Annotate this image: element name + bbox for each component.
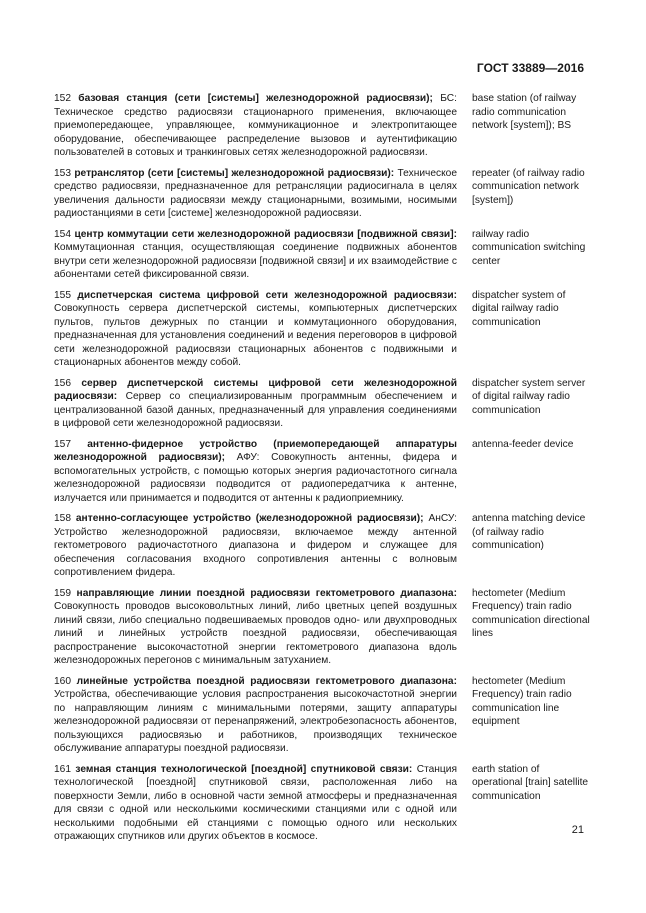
term-entry xyxy=(54,587,590,668)
term-title: диспетчерская система цифровой сети железнодорожной радиосвязи: xyxy=(77,289,457,301)
term-definition xyxy=(54,438,457,506)
term-title: сервер диспетчерской системы цифровой сети железнодорожной радиосвязи: xyxy=(54,377,457,402)
term-definition xyxy=(54,228,457,282)
term-entry xyxy=(54,675,590,756)
page-number: 21 xyxy=(571,824,584,836)
term-text: Техническое средство радиосвязи, предназначенное для ретрансляции радиосигнала в целях увеличения дальности радиосвязи между стационарными, возимыми, носимыми радиостанциями в сети [системе] железнодорожной радиосвязи. xyxy=(54,167,457,219)
term-title: ретранслятор (сети [системы] железнодорожной радиосвязи): xyxy=(74,167,395,179)
term-number: 158 xyxy=(54,513,71,524)
term-entries xyxy=(54,92,590,851)
term-entry xyxy=(54,228,590,282)
term-entry xyxy=(54,92,590,160)
english-equivalent: antenna matching device (of railway radio communication) xyxy=(472,513,586,551)
english-equivalent: base station (of railway radio communication network [system]); BS xyxy=(472,93,577,131)
term-number: 160 xyxy=(54,675,71,687)
term-number: 161 xyxy=(54,763,71,775)
term-definition xyxy=(54,377,457,431)
term-title: базовая станция (сети [системы] железнодорожной радиосвязи); xyxy=(78,93,433,104)
term-text: АФУ: Совокупность антенны, фидера и вспомогательных устройств, с помощью которых энергия радиочастотного сигнала железнодорожной радиосвязи подводится от радиопередатчика к антенне, излучается или принимается и подводится от антенны к радиоприемнику. xyxy=(54,452,457,504)
term-definition xyxy=(54,675,457,756)
term-title: антенно-фидерное устройство (приемопередающей аппаратуры железнодорожной радиосвязи); xyxy=(54,438,457,463)
english-equivalent: railway radio communication switching center xyxy=(472,228,586,267)
term-definition xyxy=(54,92,457,160)
term-text: Сервер со специализированным программным обеспечением и централизованной базой данных, предназначенный для управления соединениями в цифровой сети железнодорожной радиосвязи. xyxy=(54,391,457,429)
term-text: Совокупность сервера диспетчерской системы, компьютерных диспетчерских пультов, пультов дежурных по станции и коммутационного оборудования, предназначенная для установления соединений и ведения переговоров в цифровой сети железнодорожной радиосвязи стационарных абонентов с подвижными и стационарных абонентов между собой. xyxy=(54,303,457,368)
term-text: Совокупность проводов высоковольтных линий, либо цветных цепей воздушных линий связи, либо специально подвешиваемых проводов одно- или двухпроводных линий и линейных устройств поездной радиосвязи, обеспечивающая распространение высокочастотной энергии гектометрового диапазона вдоль железнодорожных перегонов с минимальным затуханием. xyxy=(54,601,457,666)
term-definition xyxy=(54,289,457,370)
term-number: 157 xyxy=(54,438,71,450)
term-definition xyxy=(54,512,457,580)
english-equivalent: dispatcher system of digital railway radio communication xyxy=(472,289,566,328)
term-number: 154 xyxy=(54,228,71,240)
english-equivalent: antenna-feeder device xyxy=(472,438,574,450)
term-number: 156 xyxy=(54,377,71,389)
standard-number: ГОСТ 33889—2016 xyxy=(476,61,584,75)
english-equivalent: hectometer (Medium Frequency) train radio communication line equipment xyxy=(472,675,572,727)
term-definition xyxy=(54,587,457,668)
term-definition xyxy=(54,763,457,844)
term-entry xyxy=(54,167,590,221)
english-equivalent: hectometer (Medium Frequency) train radio communication directional lines xyxy=(472,587,590,639)
term-definition xyxy=(54,167,457,221)
term-text: АнСУ: Устройство железнодорожной радиосвязи, включаемое между антенной гектометрового радиочастотного диапазона и фидером и служащее для обеспечения согласования входного сопротивления антенны с волновым сопротивлением фидера. xyxy=(54,513,457,578)
term-number: 152 xyxy=(54,93,71,104)
term-entry xyxy=(54,438,590,506)
term-entry xyxy=(54,289,590,370)
term-text: Станция технологической [поездной] спутниковой связи, расположенная либо на поверхности Земли, либо в основной части земной атмосферы и предназначенная для связи с одной или несколькими космическими станциями или с одной или несколькими подобными ей станциями с помощью одного или нескольких отражающих спутников или других объектов в космосе. xyxy=(54,763,457,842)
term-text: Коммутационная станция, осуществляющая соединение подвижных абонентов внутри сети железнодорожной радиосвязи [подвижной связи] и их взаимодействие с абонентами сетей фиксированной связи. xyxy=(54,242,457,280)
term-title: линейные устройства поездной радиосвязи гектометрового диапазона: xyxy=(76,675,457,687)
term-title: антенно-согласующее устройство (железнодорожной радиосвязи); xyxy=(75,513,424,524)
term-entry xyxy=(54,763,590,844)
term-number: 153 xyxy=(54,167,71,179)
term-entry xyxy=(54,377,590,431)
english-equivalent: repeater (of railway radio communication network [system]) xyxy=(472,167,585,206)
english-equivalent: dispatcher system server of digital railway radio communication xyxy=(472,377,586,416)
term-title: направляющие линии поездной радиосвязи гектометрового диапазона: xyxy=(76,587,457,599)
term-entry xyxy=(54,512,590,580)
term-title: центр коммутации сети железнодорожной радиосвязи [подвижной связи]: xyxy=(74,228,457,240)
term-text: БС: Техническое средство радиосвязи стационарного применения, включающее приемопередающее, управляющее, коммуникационное и электропитающее оборудование, обеспечивающее распределение вызовов и аутентификацию пользователей в сотовых и транкинговых сетях железнодорожной радиосвязи. xyxy=(54,93,457,158)
term-title: земная станция технологической [поездной] спутниковой связи: xyxy=(75,763,413,775)
term-number: 159 xyxy=(54,587,71,599)
english-equivalent: earth station of operational [train] satellite communication xyxy=(472,763,589,802)
term-number: 155 xyxy=(54,289,71,301)
term-text: Устройства, обеспечивающие условия распространения высокочастотной энергии по направляющим линиям с минимальными потерями, защиту аппаратуры железнодорожной радиосвязи от перенапряжений, электробезопасность абонентов, пользующихся радиосвязью и работников, производящих техническое обслуживание аппаратуры поездной радиосвязи. xyxy=(54,689,457,754)
